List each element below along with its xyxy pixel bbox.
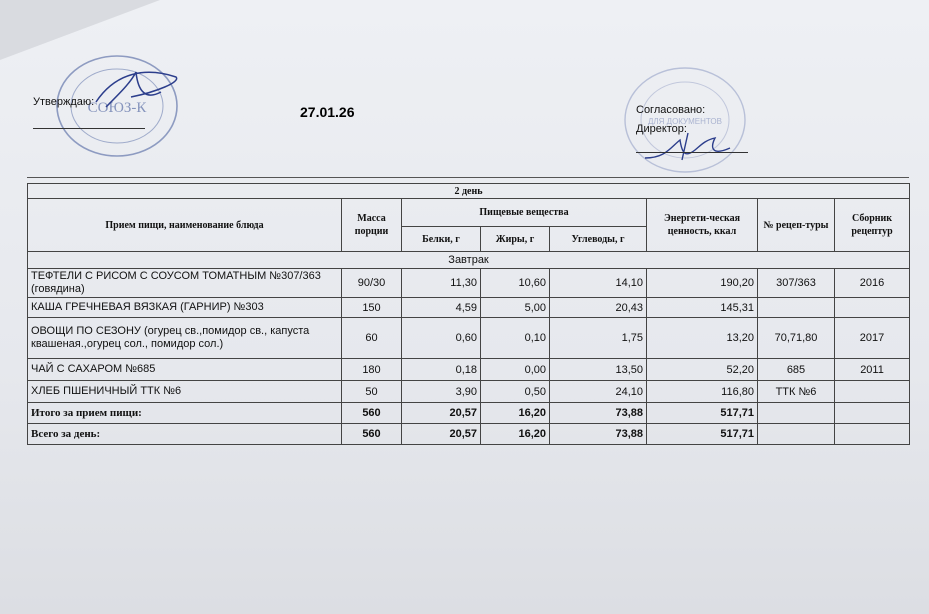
stamp-right-text: ДЛЯ ДОКУМЕНТОВ [647, 117, 723, 126]
dish-energy: 145,31 [647, 298, 758, 318]
day-total-recipe [758, 424, 835, 445]
stamp-left-text: СОЮЗ-К [87, 100, 147, 116]
dish-collection [835, 298, 910, 318]
dish-collection [835, 381, 910, 403]
approve-label: Утверждаю: [33, 96, 95, 108]
dish-collection: 2017 [835, 318, 910, 359]
dish-protein: 4,59 [402, 298, 481, 318]
menu-date: 27.01.26 [300, 104, 355, 120]
meal-total-energy: 517,71 [647, 403, 758, 424]
col-meal-name: Прием пищи, наименование блюда [28, 199, 342, 252]
meal-total-collection [835, 403, 910, 424]
day-total-mass: 560 [342, 424, 402, 445]
dish-energy: 190,20 [647, 269, 758, 298]
dish-recipe: ТТК №6 [758, 381, 835, 403]
dish-protein: 0,18 [402, 359, 481, 381]
director-label: Директор: [636, 123, 687, 135]
dish-mass: 150 [342, 298, 402, 318]
meal-total-mass: 560 [342, 403, 402, 424]
table-row [28, 298, 910, 318]
director-signature-line [636, 152, 748, 153]
col-nutrients: Пищевые вещества [402, 199, 647, 227]
col-collection: Сборник рецептур [835, 199, 910, 252]
dish-name: КАША ГРЕЧНЕВАЯ ВЯЗКАЯ (ГАРНИР) №303 [28, 298, 342, 318]
agreement-block [636, 101, 705, 139]
dish-fat: 0,50 [481, 381, 550, 403]
dish-mass: 180 [342, 359, 402, 381]
dish-energy: 52,20 [647, 359, 758, 381]
dish-carbs: 1,75 [550, 318, 647, 359]
header-rule [27, 177, 909, 178]
table-row [28, 359, 910, 381]
day-total-collection [835, 424, 910, 445]
day-total-energy: 517,71 [647, 424, 758, 445]
dish-name: ЧАЙ С САХАРОМ №685 [28, 359, 342, 381]
dish-mass: 90/30 [342, 269, 402, 298]
dish-collection: 2016 [835, 269, 910, 298]
dish-energy: 13,20 [647, 318, 758, 359]
meal-total-recipe [758, 403, 835, 424]
dish-recipe: 685 [758, 359, 835, 381]
menu-table [27, 183, 910, 445]
col-carbs: Углеводы, г [550, 227, 647, 252]
meal-total-label: Итого за прием пищи: [28, 403, 342, 424]
col-protein: Белки, г [402, 227, 481, 252]
day-title: 2 день [28, 184, 910, 199]
col-fat: Жиры, г [481, 227, 550, 252]
dish-fat: 10,60 [481, 269, 550, 298]
dish-recipe [758, 298, 835, 318]
day-total-label: Всего за день: [28, 424, 342, 445]
signature-left [76, 62, 186, 118]
agreed-label: Согласовано: [636, 104, 706, 116]
dish-collection: 2011 [835, 359, 910, 381]
dish-name: ХЛЕБ ПШЕНИЧНЫЙ ТТК №6 [28, 381, 342, 403]
meal-total-carbs: 73,88 [550, 403, 647, 424]
table-row [28, 318, 910, 359]
section-breakfast: Завтрак [28, 252, 910, 269]
meal-total-protein: 20,57 [402, 403, 481, 424]
approve-signature-line [33, 128, 145, 129]
dish-protein: 3,90 [402, 381, 481, 403]
dish-carbs: 20,43 [550, 298, 647, 318]
col-mass: Масса порции [342, 199, 402, 252]
dish-name: ТЕФТЕЛИ С РИСОМ С СОУСОМ ТОМАТНЫМ №307/363 (говядина) [28, 269, 342, 298]
dish-recipe: 70,71,80 [758, 318, 835, 359]
dish-mass: 50 [342, 381, 402, 403]
dish-carbs: 14,10 [550, 269, 647, 298]
col-recipe-no: № рецеп-туры [758, 199, 835, 252]
dish-name: ОВОЩИ ПО СЕЗОНУ (огурец св.,помидор св., капуста квашеная.,огурец сол., помидор сол.) [28, 318, 342, 359]
dish-protein: 11,30 [402, 269, 481, 298]
dish-recipe: 307/363 [758, 269, 835, 298]
day-total-protein: 20,57 [402, 424, 481, 445]
day-total-fat: 16,20 [481, 424, 550, 445]
dish-fat: 5,00 [481, 298, 550, 318]
dish-fat: 0,00 [481, 359, 550, 381]
dish-mass: 60 [342, 318, 402, 359]
day-total-carbs: 73,88 [550, 424, 647, 445]
day-total-row [28, 424, 910, 445]
dish-energy: 116,80 [647, 381, 758, 403]
col-energy: Энергети-ческая ценность, ккал [647, 199, 758, 252]
table-row [28, 381, 910, 403]
dish-carbs: 13,50 [550, 359, 647, 381]
table-row [28, 269, 910, 298]
dish-protein: 0,60 [402, 318, 481, 359]
dish-fat: 0,10 [481, 318, 550, 359]
meal-total-row [28, 403, 910, 424]
meal-total-fat: 16,20 [481, 403, 550, 424]
dish-carbs: 24,10 [550, 381, 647, 403]
